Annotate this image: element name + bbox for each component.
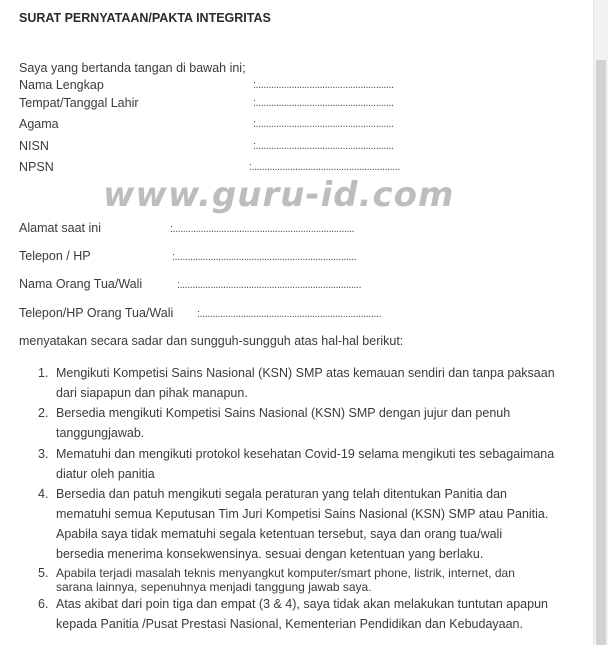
field-label-telepon-ortu: Telepon/HP Orang Tua/Wali [19,306,174,320]
list-item-line: Apabila terjadi masalah teknis menyangkut komputer/smart phone, listrik, internet, dan [56,566,515,580]
list-item-line: mematuhi semua Keputusan Tim Juri Kompetisi Sains Nasional (KSN) SMP atau Panitia. [56,507,549,521]
list-item-number: 1. [38,366,49,380]
watermark-text: www.guru-id.com [103,175,455,215]
field-label-agama: Agama [19,117,59,131]
list-item-line: kepada Panitia /Pusat Prestasi Nasional, Kementerian Pendidikan dan Kebudayaan. [56,617,523,631]
list-item-line: bersedia menerima konsekwensinya. sesuai dengan ketentuan yang berlaku. [56,547,484,561]
field-label-nama: Nama Lengkap [19,78,104,92]
list-item-number: 5. [38,566,49,580]
list-item-line: Bersedia mengikuti Kompetisi Sains Nasional (KSN) SMP dengan jujur dan penuh [56,406,511,420]
field-label-ttl: Tempat/Tanggal Lahir [19,96,139,110]
list-item-number: 2. [38,406,49,420]
document-title: SURAT PERNYATAAN/PAKTA INTEGRITAS [19,11,271,25]
field-label-nama-ortu: Nama Orang Tua/Wali [19,277,143,291]
intro-text: Saya yang bertanda tangan di bawah ini; [19,61,246,75]
field-fill-nama: :...................................................... [253,79,394,91]
list-item-number: 4. [38,487,49,501]
list-item-line: tanggungjawab. [56,426,145,440]
field-fill-nisn: :...................................................... [253,140,394,152]
list-item-number: 3. [38,447,49,461]
list-item-number: 6. [38,597,49,611]
field-label-telepon: Telepon / HP [19,249,91,263]
field-label-nisn: NISN [19,139,49,153]
field-fill-ttl: :...................................................... [253,97,394,109]
field-fill-agama: :...................................................... [253,118,394,130]
field-label-alamat: Alamat saat ini [19,221,101,235]
list-item-line: Mengikuti Kompetisi Sains Nasional (KSN) SMP atas kemauan sendiri dan tanpa paksaan [56,366,555,380]
scrollbar[interactable] [593,0,608,645]
statement-text: menyatakan secara sadar dan sungguh-sungguh atas hal-hal berikut: [19,334,404,348]
field-label-npsn: NPSN [19,160,54,174]
list-item-line: diatur oleh panitia [56,467,155,481]
list-item-line: Mematuhi dan mengikuti protokol kesehatan Covid-19 selama mengikuti tes sebagaimana [56,447,555,461]
field-fill-alamat: :....................................................................... [170,223,355,235]
field-fill-telepon-ortu: :....................................................................... [197,308,382,320]
list-item-line: Atas akibat dari poin tiga dan empat (3 & 4), saya tidak akan melakukan tuntutan apapun [56,597,548,611]
field-fill-npsn: :.......................................................... [249,161,400,173]
list-item-line: Apabila saya tidak mematuhi segala ketentuan tersebut, saya dan orang tua/wali [56,527,503,541]
field-fill-nama-ortu: :....................................................................... [177,279,362,291]
list-item-line: Bersedia dan patuh mengikuti segala peraturan yang telah ditentukan Panitia dan [56,487,508,501]
scrollbar-thumb[interactable] [596,60,606,645]
field-fill-telepon: :....................................................................... [172,251,357,263]
list-item-line: sarana lainnya, sepenuhnya menjadi tanggung jawab saya. [56,580,372,594]
list-item-line: dari siapapun dan pihak manapun. [56,386,248,400]
